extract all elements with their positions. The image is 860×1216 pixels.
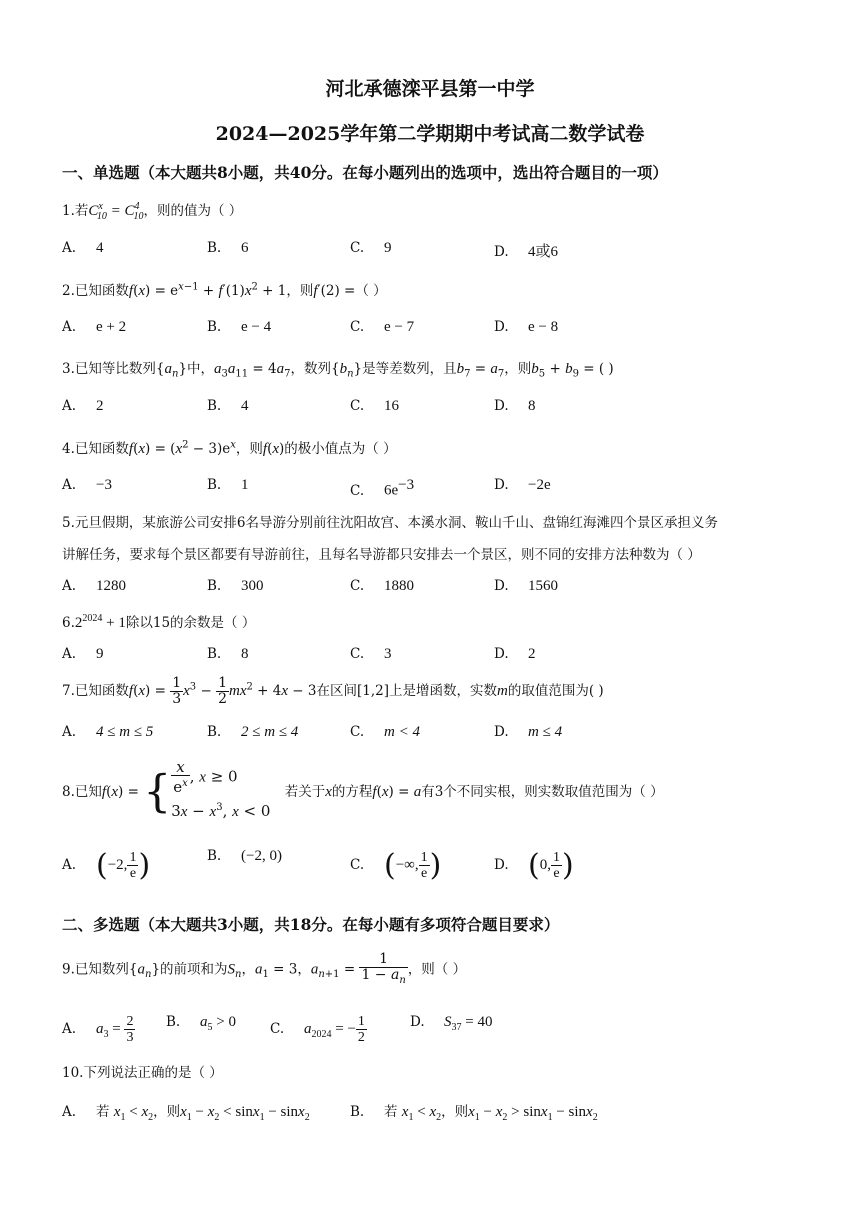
option-a: A. −3 (62, 477, 112, 493)
question-8: 8.已知f(x) = { $\frac{x}{e^x}$ , x ≥ 0 $3x - x^3$, x < 0 若关于x的方程f(x) = a有3个不同实根，则实数取值范围为（ ） (62, 758, 664, 820)
option-d: D. 1560 (494, 578, 558, 594)
option-b: B. (−2, 0) (207, 848, 282, 864)
option-d: D. 8 (494, 398, 536, 414)
option-c: C. 9 (350, 240, 392, 256)
option-a: A. 9 (62, 646, 104, 662)
school-title: 河北承德滦平县第一中学 (325, 78, 535, 100)
option-d: D. m ≤ 4 (494, 724, 563, 740)
option-d: D. −2e (494, 477, 551, 493)
question-5-line-1: 5.元旦假期，某旅游公司安排6名导游分别前往沈阳故宫、本溪水洞、鞍山千山、盘锦红海滩四个景区承担义务 (62, 515, 718, 531)
question-7: 7.已知函数f(x) = $\frac{1}{3}$ $x^3$ − $\frac{1}{2}$ $mx^2 + 4x - 3$在区间[1,2]上是增函数，实数m的取值范围为( ) (62, 675, 604, 707)
option-b: B. 300 (207, 578, 264, 594)
option-d: D. 4或6 (494, 244, 559, 260)
option-b: B. 若 $x_1 < x_2$，则$x_1 - x_2 > \sin x_1 - \sin x_2$ (350, 1104, 598, 1123)
section-multiple-choice: 二、多选题（本大题共3小题，共18分。在每小题有多项符合题目要求） (62, 915, 560, 934)
option-b: B. 6 (207, 240, 249, 256)
option-b: B. $a_5 > 0$ (166, 1014, 236, 1033)
option-b: B. 1 (207, 477, 249, 493)
option-c: C. 1880 (350, 578, 414, 594)
option-b: B. 8 (207, 646, 249, 662)
option-c: C. m < 4 (350, 724, 420, 740)
question-4: 4.已知函数$f(x) = (x^2 - 3)e^x$，则f(x)的极小值点为（ ） (62, 439, 397, 457)
option-a: A. (−2, $\frac{1}{e}$ ) (62, 848, 151, 883)
option-c: C. e − 7 (350, 319, 415, 335)
question-9: 9.已知数列$\{a_n\}$的前项和为$S_n$，$a_1 = 3$，$a_{n+1}$ = $\frac{1}{1 - a_n}$ ，则（ ） (62, 951, 467, 986)
option-c: C. (−∞, $\frac{1}{e}$ ) (350, 848, 442, 883)
option-a: A. 4 ≤ m ≤ 5 (62, 724, 154, 740)
option-c: C. $6e^{-3}$ (350, 477, 415, 499)
option-a: A. 若 $x_1 < x_2$，则$x_1 - x_2 < \sin x_1 - \sin x_2$ (62, 1104, 310, 1123)
option-c: C. 16 (350, 398, 399, 414)
question-6: $6.2^{2024} + 1$除以15的余数是（ ） (62, 613, 256, 631)
question-5-line-2: 讲解任务，要求每个景区都要有导游前往，且每名导游都只安排去一个景区，则不同的安排方法种数为（ ） (62, 547, 701, 563)
question-1: 1.若$C^x_{10} = C^4_{10}$，则的值为（ ） (62, 201, 243, 222)
option-a: A. e + 2 (62, 319, 127, 335)
option-c: C. 3 (350, 646, 392, 662)
option-b: B. 2 ≤ m ≤ 4 (207, 724, 299, 740)
option-a: A. 4 (62, 240, 104, 256)
option-d: D. e − 8 (494, 319, 559, 335)
question-10: 10.下列说法正确的是（ ） (62, 1065, 223, 1081)
option-d: D. 2 (494, 646, 536, 662)
option-c: C. $a_{2024}$ = − $\frac{1}{2}$ (270, 1014, 365, 1045)
option-b: B. 4 (207, 398, 249, 414)
option-a: A. 2 (62, 398, 104, 414)
question-2: 2.已知函数$f(x) = e^{x-1} + f'(1)x^2 + 1$，则f′(2) =（ ） (62, 281, 387, 299)
option-d: D. $S_{37} = 40$ (410, 1014, 493, 1033)
section-single-choice: 一、单选题（本大题共8小题，共40分。在每小题列出的选项中，选出符合题目的一项） (62, 163, 668, 182)
question-3: 3.已知等比数列$\{a_n\}$中，$a_3a_{11} = 4a_7$，数列$\{b_n\}$是等差数列，且$b_7 = a_7$，则$b_5 + b_9$ = ( ) (62, 361, 614, 380)
option-a: A. $a_3$ = $\frac{2}{3}$ (62, 1014, 134, 1045)
exam-title: 2024—2025学年第二学期期中考试高二数学试卷 (215, 123, 645, 145)
option-b: B. e − 4 (207, 319, 272, 335)
option-a: A. 1280 (62, 578, 126, 594)
option-d: D. (0, $\frac{1}{e}$ ) (494, 848, 574, 883)
